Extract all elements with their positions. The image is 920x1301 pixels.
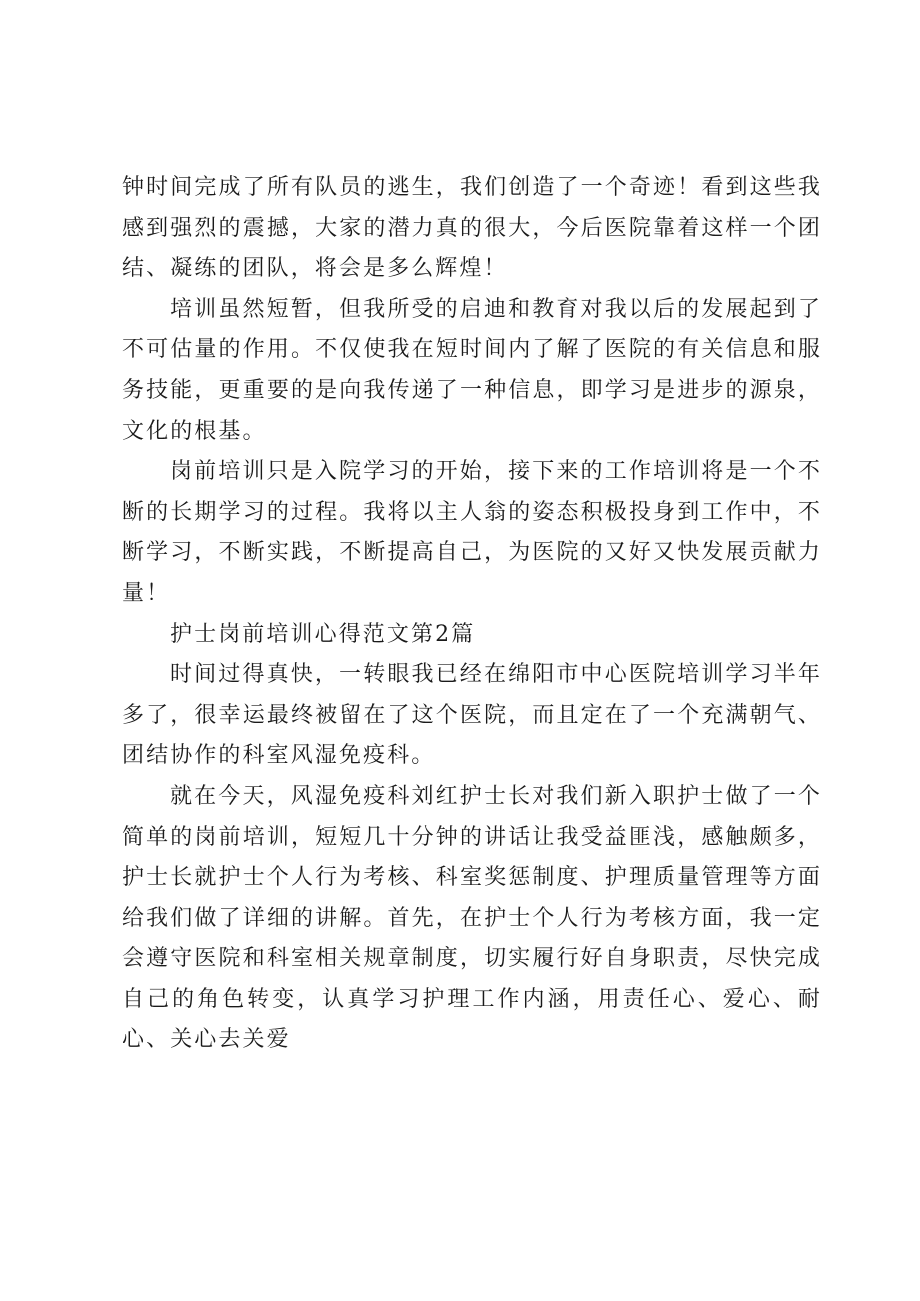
document-body xyxy=(122,168,822,1061)
paragraph-training-impact: 培训虽然短暂，但我所受的启迪和教育对我以后的发展起到了不可估量的作用。不仅使我在短时间内了解了医院的有关信息和服务技能，更重要的是向我传递了一种信息，即学习是进步的源泉，文化的根基。 xyxy=(122,296,822,444)
paragraph-head-nurse-training: 就在今天，风湿免疫科刘红护士长对我们新入职护士做了一个简单的岗前培训，短短几十分钟的讲话让我受益匪浅，感触颇多，护士长就护士个人行为考核、科室奖惩制度、护理质量管理等方面给我们做了详细的讲解。首先，在护士个人行为考核方面，我一定会遵守医院和科室相关规章制度，切实履行好自身职责，尽快完成自己的角色转变，认真学习护理工作内涵，用责任心、爱心、耐心、关心去关爱 xyxy=(122,783,822,1053)
paragraph-time-flies: 时间过得真快，一转眼我已经在绵阳市中心医院培训学习半年多了，很幸运最终被留在了这个医院，而且定在了一个充满朝气、团结协作的科室风湿免疫科。 xyxy=(122,662,822,769)
paragraph-continuation: 钟时间完成了所有队员的逃生，我们创造了一个奇迹！看到这些我感到强烈的震撼，大家的潜力真的很大，今后医院靠着这样一个团结、凝练的团队，将会是多么辉煌！ xyxy=(122,175,822,282)
section-heading: 护士岗前培训心得范文第2篇 xyxy=(170,621,476,647)
paragraph-lifelong-learning: 岗前培训只是入院学习的开始，接下来的工作培训将是一个不断的长期学习的过程。我将以主人翁的姿态积极投身到工作中，不断学习，不断实践，不断提高自己，为医院的又好又快发展贡献力量！ xyxy=(122,459,822,606)
